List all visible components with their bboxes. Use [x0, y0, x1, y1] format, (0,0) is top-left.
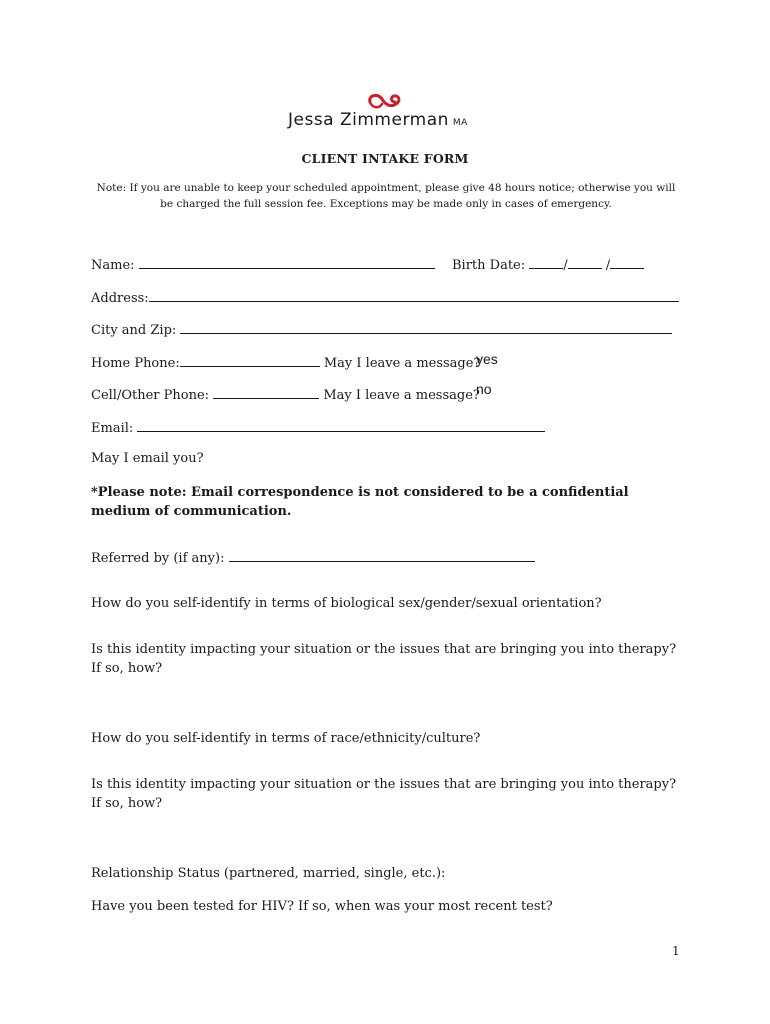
- home-message-answer[interactable]: yes: [476, 351, 498, 367]
- city-zip-field[interactable]: [180, 320, 672, 334]
- logo: [288, 92, 488, 136]
- question-identity-impact-1: Is this identity impacting your situation or the issues that are bringing you into therapy? If so, how?: [91, 642, 677, 676]
- question-identity-impact-2: Is this identity impacting your situation or the issues that are bringing you into therapy? If so, how?: [91, 777, 677, 811]
- name-label: Name:: [91, 258, 135, 273]
- cancellation-note: Note: If you are unable to keep your scheduled appointment, please give 48 hours notice; otherwise you will be charged the full session fee. Exceptions may be made only in cases of emergency.: [96, 182, 676, 210]
- home-phone-label: Home Phone:: [91, 356, 180, 371]
- birth-month-field[interactable]: [529, 255, 563, 269]
- name-field[interactable]: [139, 255, 435, 269]
- cell-message-answer[interactable]: no: [476, 381, 492, 397]
- cell-phone-field[interactable]: [213, 385, 319, 399]
- question-race-ethnicity: How do you self-identify in terms of race/ethnicity/culture?: [91, 731, 481, 746]
- question-hiv-test: Have you been tested for HIV? If so, when was your most recent test?: [91, 899, 553, 914]
- cell-phone-label: Cell/Other Phone:: [91, 388, 210, 403]
- birth-date-row: [452, 255, 644, 275]
- address-row: [91, 288, 679, 308]
- email-field[interactable]: [137, 418, 545, 432]
- referred-field[interactable]: [229, 548, 535, 562]
- home-message-label: May I leave a message?: [323, 356, 481, 371]
- email-confidentiality-notice: *Please note: Email correspondence is not considered to be a confidential medium of communication.: [91, 485, 629, 519]
- referred-row: [91, 548, 535, 568]
- question-relationship-status: Relationship Status (partnered, married, single, etc.):: [91, 866, 446, 881]
- address-field[interactable]: [149, 288, 679, 302]
- birth-date-label: Birth Date:: [452, 258, 526, 273]
- birth-year-field[interactable]: [610, 255, 644, 269]
- logo-text: [288, 110, 468, 130]
- name-row: [91, 255, 435, 275]
- page-number: 1: [672, 944, 680, 958]
- home-phone-field[interactable]: [180, 353, 320, 367]
- cell-message-label: May I leave a message?: [323, 388, 480, 403]
- logo-name: Jessa Zimmerman: [288, 110, 449, 130]
- referred-label: Referred by (if any):: [91, 551, 225, 566]
- email-label: Email:: [91, 421, 134, 436]
- city-zip-row: [91, 320, 672, 340]
- cell-phone-row: [91, 385, 480, 405]
- birth-day-field[interactable]: [568, 255, 602, 269]
- form-title: CLIENT INTAKE FORM: [301, 151, 469, 166]
- may-email-row: [91, 450, 204, 468]
- logo-suffix: MA: [452, 118, 468, 128]
- city-zip-label: City and Zip:: [91, 323, 177, 338]
- address-label: Address:: [91, 291, 149, 306]
- date-separator: /: [563, 258, 568, 273]
- may-email-label: May I email you?: [91, 451, 204, 466]
- question-sex-gender: How do you self-identify in terms of biological sex/gender/sexual orientation?: [91, 596, 602, 611]
- home-phone-row: [91, 353, 480, 373]
- email-row: [91, 418, 545, 438]
- date-separator: /: [605, 258, 611, 273]
